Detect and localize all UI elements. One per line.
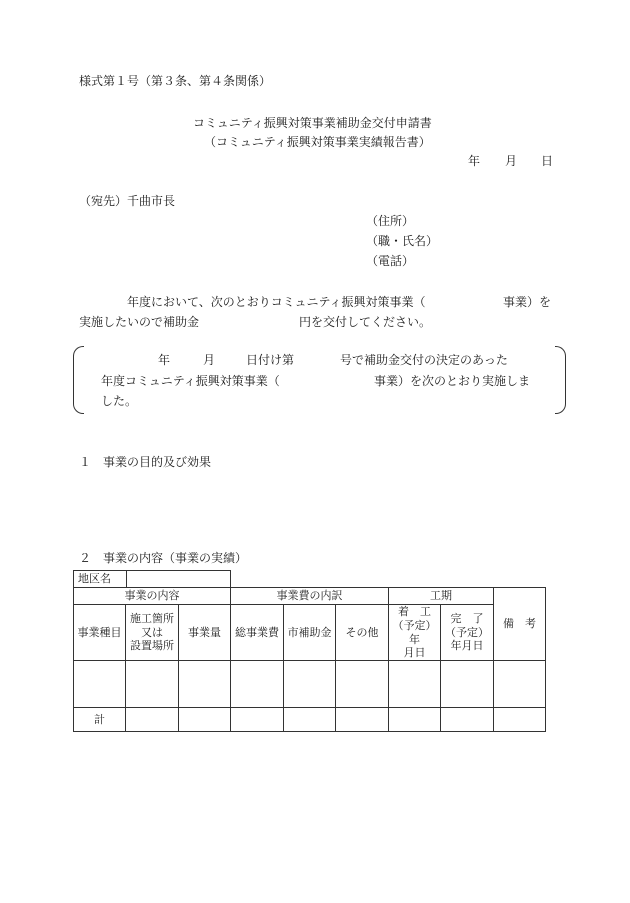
table-row xyxy=(74,661,546,708)
document-subtitle: （コミュニティ振興対策事業実績報告書） xyxy=(204,135,431,149)
header-other: その他 xyxy=(336,605,389,661)
table-cell[interactable] xyxy=(231,661,284,708)
area-label-cell: 地区名 xyxy=(74,571,127,588)
report-line2-b: 事業）を次のとおり実施しま xyxy=(374,374,531,388)
header-location xyxy=(126,605,179,661)
header-start-line-2: （予定）年 xyxy=(392,618,437,646)
header-end-line-1: 完 了 xyxy=(450,611,484,625)
table-cell[interactable] xyxy=(389,661,441,708)
application-text-2: 事業）を xyxy=(503,295,552,309)
table-cell[interactable] xyxy=(494,708,546,732)
group-header-cost: 事業費の内訳 xyxy=(231,588,389,605)
report-year-label: 年 xyxy=(158,353,171,367)
report-line2-a: 年度コミュニティ振興対策事業（ xyxy=(101,374,280,388)
header-location-line-2: 又は xyxy=(141,625,163,639)
header-quantity: 事業量 xyxy=(179,605,231,661)
group-header-content: 事業の内容 xyxy=(74,588,231,605)
table-cell[interactable] xyxy=(179,708,231,732)
table-cell[interactable] xyxy=(336,661,389,708)
group-header-period: 工期 xyxy=(389,588,494,605)
application-text-4: 円を交付してください。 xyxy=(299,315,432,329)
area-table xyxy=(73,570,231,588)
date-month-label: 月 xyxy=(505,154,518,168)
table-cell[interactable] xyxy=(441,661,494,708)
header-city-subsidy: 市補助金 xyxy=(284,605,336,661)
section-2-heading: ２ 事業の内容（事業の実績） xyxy=(79,551,248,565)
table-cell[interactable] xyxy=(336,708,389,732)
phone-label: （電話） xyxy=(366,254,415,268)
table-cell[interactable] xyxy=(494,661,546,708)
section-1-heading: １ 事業の目的及び効果 xyxy=(79,455,212,469)
table-cell[interactable] xyxy=(231,708,284,732)
total-row xyxy=(74,708,546,732)
header-location-line-3: 設置場所 xyxy=(130,639,174,653)
document-title: コミュニティ振興対策事業補助金交付申請書 xyxy=(193,116,432,130)
header-project-type: 事業種目 xyxy=(74,605,126,661)
table-cell[interactable] xyxy=(74,661,126,708)
table-cell[interactable] xyxy=(179,661,231,708)
left-bracket xyxy=(73,346,84,414)
header-location-line-1: 施工箇所 xyxy=(130,611,174,625)
form-number: 様式第１号（第３条、第４条関係） xyxy=(79,74,272,88)
report-line3: した。 xyxy=(101,394,138,408)
header-end-line-2: （予定） xyxy=(445,625,489,639)
table-cell[interactable] xyxy=(284,661,336,708)
table-cell[interactable] xyxy=(126,708,179,732)
area-input-cell[interactable] xyxy=(127,571,231,588)
table-cell[interactable] xyxy=(284,708,336,732)
report-number-text: 号で補助金交付の決定のあった xyxy=(340,353,508,367)
header-total-cost: 総事業費 xyxy=(231,605,284,661)
application-text-1: 年度において、次のとおりコミュニティ振興対策事業（ xyxy=(127,295,426,309)
table-cell[interactable] xyxy=(389,708,441,732)
header-end-date xyxy=(441,605,494,661)
name-label: （職・氏名） xyxy=(366,234,439,248)
header-start-date xyxy=(389,605,441,661)
application-text-3: 実施したいので補助金 xyxy=(79,315,200,329)
report-decision-label: 日付け第 xyxy=(246,353,295,367)
total-label-cell: 計 xyxy=(74,708,126,732)
report-month-label: 月 xyxy=(203,353,216,367)
header-start-line-3: 月日 xyxy=(403,646,426,660)
right-bracket xyxy=(555,346,566,414)
address-label: （住所） xyxy=(366,214,415,228)
header-start-line-1: 着 工 xyxy=(398,605,431,618)
table-cell[interactable] xyxy=(126,661,179,708)
project-table xyxy=(73,587,546,732)
date-year-label: 年 xyxy=(468,154,481,168)
recipient: （宛先）千曲市長 xyxy=(79,194,176,208)
table-cell[interactable] xyxy=(441,708,494,732)
header-remarks: 備 考 xyxy=(494,588,546,661)
header-end-line-3: 年月日 xyxy=(450,639,484,653)
date-day-label: 日 xyxy=(541,154,554,168)
